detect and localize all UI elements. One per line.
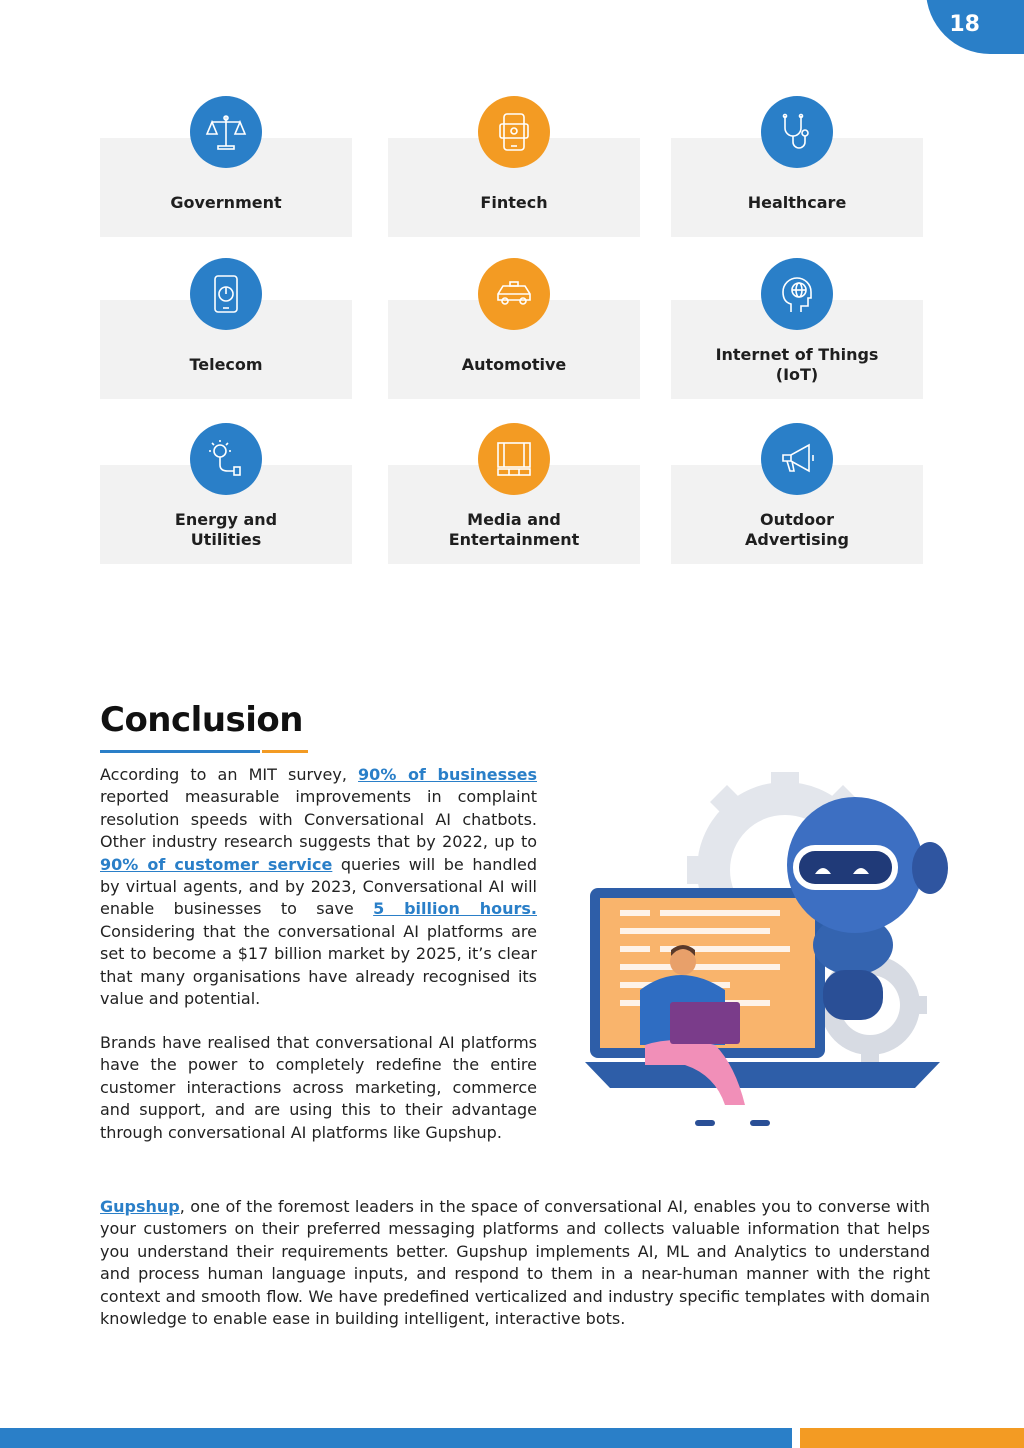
small-laptop (670, 1002, 740, 1044)
bulb-plug-icon (190, 423, 262, 495)
conclusion-paragraph-1 (100, 764, 537, 1010)
conclusion-paragraph-2: Brands have realised that conversational AI platforms have the power to completely redefine the entire customer interactions across marketing, commerce and support, and are using this to their advantage through conversational AI platforms like Gupshup. (100, 1033, 537, 1142)
text-run: According to an MIT survey, (100, 765, 359, 784)
industry-card-fintech (388, 138, 640, 237)
text-run: reported measurable improvements in complaint resolution speeds with Conversational AI chatbots. Other industry research suggests that by 2022, up to (100, 787, 537, 852)
industry-card-media (388, 465, 640, 564)
stethoscope-icon (761, 96, 833, 168)
footer-bar-orange (800, 1428, 1024, 1448)
industry-label: Internet of Things (IoT) (715, 345, 879, 384)
link-5-billion-hours[interactable]: 5 billion hours. (373, 899, 537, 919)
industry-label: Media and Entertainment (448, 510, 580, 549)
industry-card-telecom (100, 300, 352, 399)
footer-bar-blue (0, 1428, 792, 1448)
text-run: Considering that the conversational AI platforms are set to become a $17 billion market by 2025, it’s clear that many organisations have already recognised its value and potential. (100, 921, 537, 1009)
scales-icon (190, 96, 262, 168)
mobile-payment-icon (478, 96, 550, 168)
industry-card-automotive (388, 300, 640, 399)
industry-label: Automotive (461, 355, 567, 374)
industry-card-outdoor (671, 465, 923, 564)
heading-underline-blue (100, 750, 260, 753)
industry-label: Energy and Utilities (174, 510, 278, 549)
industry-label: Fintech (480, 193, 548, 212)
link-90-percent-customer-service[interactable]: 90% of customer service (100, 854, 333, 874)
globe-head-icon (761, 258, 833, 330)
page-number: 18 (949, 12, 980, 37)
conclusion-heading: Conclusion (100, 700, 303, 740)
car-icon (478, 258, 550, 330)
heading-underline-orange (262, 750, 308, 753)
phone-power-icon (190, 258, 262, 330)
industry-card-iot (671, 300, 923, 399)
industry-label: Telecom (189, 355, 263, 374)
chatbot-illustration (585, 770, 950, 1135)
industry-label: Government (170, 193, 282, 212)
link-90-percent-businesses[interactable]: 90% of businesses (358, 765, 538, 784)
industry-label: Healthcare (747, 193, 847, 212)
industry-label: Outdoor Advertising (745, 510, 849, 549)
industry-card-government (100, 138, 352, 237)
laptop-base (585, 1062, 940, 1088)
film-screen-icon (478, 423, 550, 495)
megaphone-icon (761, 423, 833, 495)
industry-card-energy (100, 465, 352, 564)
text-run: queries will be handled by virtual agents, and by 2023, Conversational AI will enable businesses to save (100, 854, 538, 919)
industry-card-healthcare (671, 138, 923, 237)
link-gupshup[interactable]: Gupshup (100, 1197, 180, 1216)
text-run: , one of the foremost leaders in the space of conversational AI, enables you to converse with your customers on their preferred messaging platforms and collects valuable information that helps you understand their requirements better. Gupshup implements AI, ML and Analytics to understand and process human language inputs, and respond to them in a near-human manner with the right context and smooth flow. We have predefined verticalized and industry specific templates with domain knowledge to enable ease in building intelligent, interactive bots. (100, 1197, 930, 1329)
conclusion-paragraph-3 (100, 1196, 930, 1330)
